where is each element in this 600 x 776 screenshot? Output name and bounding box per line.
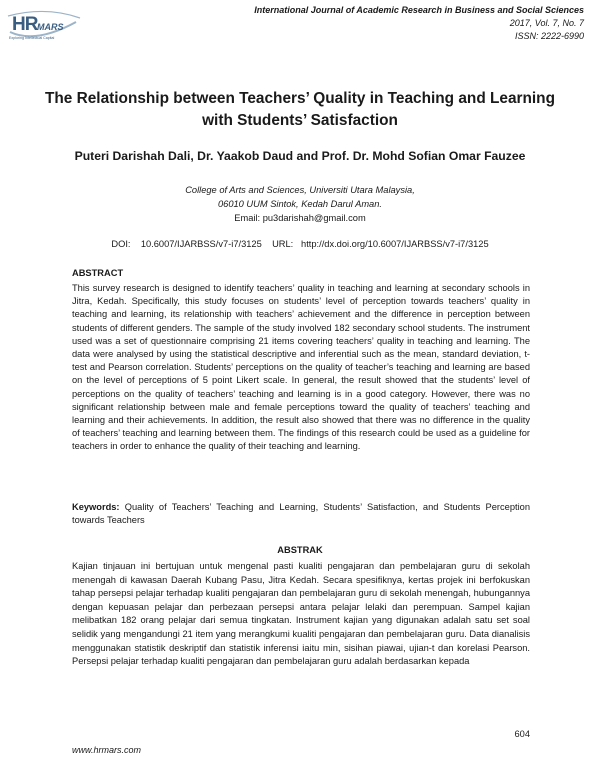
journal-name: International Journal of Academic Research in Business and Social Sciences bbox=[254, 5, 584, 15]
abstrak-heading: ABSTRAK bbox=[277, 545, 323, 555]
journal-issn: ISSN: 2222-6990 bbox=[514, 31, 584, 41]
keywords-text: Quality of Teachers’ Teaching and Learning, Students’ Satisfaction, and Students Perception towards Teachers bbox=[72, 502, 530, 526]
journal-volume: 2017, Vol. 7, No. 7 bbox=[509, 18, 584, 28]
paper-title: The Relationship between Teachers’ Quality in Teaching and Learning with Students’ Satisfaction bbox=[45, 90, 555, 129]
page-number: 604 bbox=[514, 729, 530, 739]
author-affiliation bbox=[40, 183, 560, 211]
doi-url-line: DOI: 10.6007/IJARBSS/v7-i7/3125 URL: http://dx.doi.org/10.6007/IJARBSS/v7-i7/3125 bbox=[111, 239, 489, 249]
logo-tagline: Exploring Intellectual Capital bbox=[9, 36, 55, 40]
keywords-label: Keywords: bbox=[72, 502, 120, 512]
abstract-heading: ABSTRACT bbox=[72, 268, 124, 278]
abstract-body: This survey research is designed to identify teachers’ quality in teaching and learning at secondary schools in Jitra, Kedah. Specifically, this study focuses on students’ level of perception towards teachers’ quality in teaching and learning, its relationship with teachers’ achievement and the difference in perception between students of different genders. The sample of the study involved 182 secondary school students. The instrument used was a set of questionnaire comprising 21 items covering teachers’ quality in teaching and learning. The data were analysed by using the statistical descriptive and inferential such as the mean, standard deviation, t-test and Pearson correlation. Students’ perceptions on the quality of teacher’s teaching and learning are based on the level of perceptions of 5 point Likert scale. In general, the result showed that the students’ level of perceptions on the quality of teachers’ teaching and learning is in a good category. However, there was no significant relationship between male and female perceptions toward the quality of teachers’ teaching and learning and their achievements. In addition, the result also showed that there was no difference in the quality of teachers’ teaching and learning between them. The findings of this research could be used as a guideline for teachers in order to enhance the quality of their teaching and learning. bbox=[72, 283, 530, 452]
affiliation-line-1: College of Arts and Sciences, Universiti Utara Malaysia, bbox=[185, 185, 415, 195]
footer-url: www.hrmars.com bbox=[72, 745, 142, 755]
author-email: Email: pu3darishah@gmail.com bbox=[234, 213, 366, 223]
abstrak-body: Kajian tinjauan ini bertujuan untuk mengenal pasti kualiti pengajaran dan pembelajaran guru di sekolah menengah di kawasan Daerah Kubang Pasu, Jitra Kedah. Secara spesifiknya, kertas projek ini berfokuskan tahap persepsi pelajar terhadap kualiti pengajaran dan pembelajaran guru di sekolah menengah, hubungannya dengan kepuasan pelajar dan perbezaan persepsi antara pelajar lelaki dan perempuan. Sampel kajian melibatkan 182 orang pelajar dari semua tingkatan. Instrument kajian yang digunakan adalah satu set soal selidik yang mengandungi 21 item yang merangkumi kualiti pengajaran dan pembelajaran guru. Data dianalisis menggunakan statistik deskriptif dan statistik inferensi iaitu min, sisihan piawai, ujian-t dan korelasi Pearson. Persepsi pelajar terhadap kualiti pengajaran dan pembelajaran guru adalah berdasarkan kepada bbox=[72, 561, 530, 667]
logo-text: HR bbox=[12, 14, 38, 35]
hrmars-logo bbox=[6, 8, 90, 46]
affiliation-line-2: 06010 UUM Sintok, Kedah Darul Aman. bbox=[218, 199, 382, 209]
keywords bbox=[72, 501, 530, 527]
paper-authors: Puteri Darishah Dali, Dr. Yaakob Daud and Prof. Dr. Mohd Sofian Omar Fauzee bbox=[74, 149, 526, 163]
journal-header bbox=[254, 4, 584, 43]
logo-subtext: MARS bbox=[37, 22, 64, 32]
